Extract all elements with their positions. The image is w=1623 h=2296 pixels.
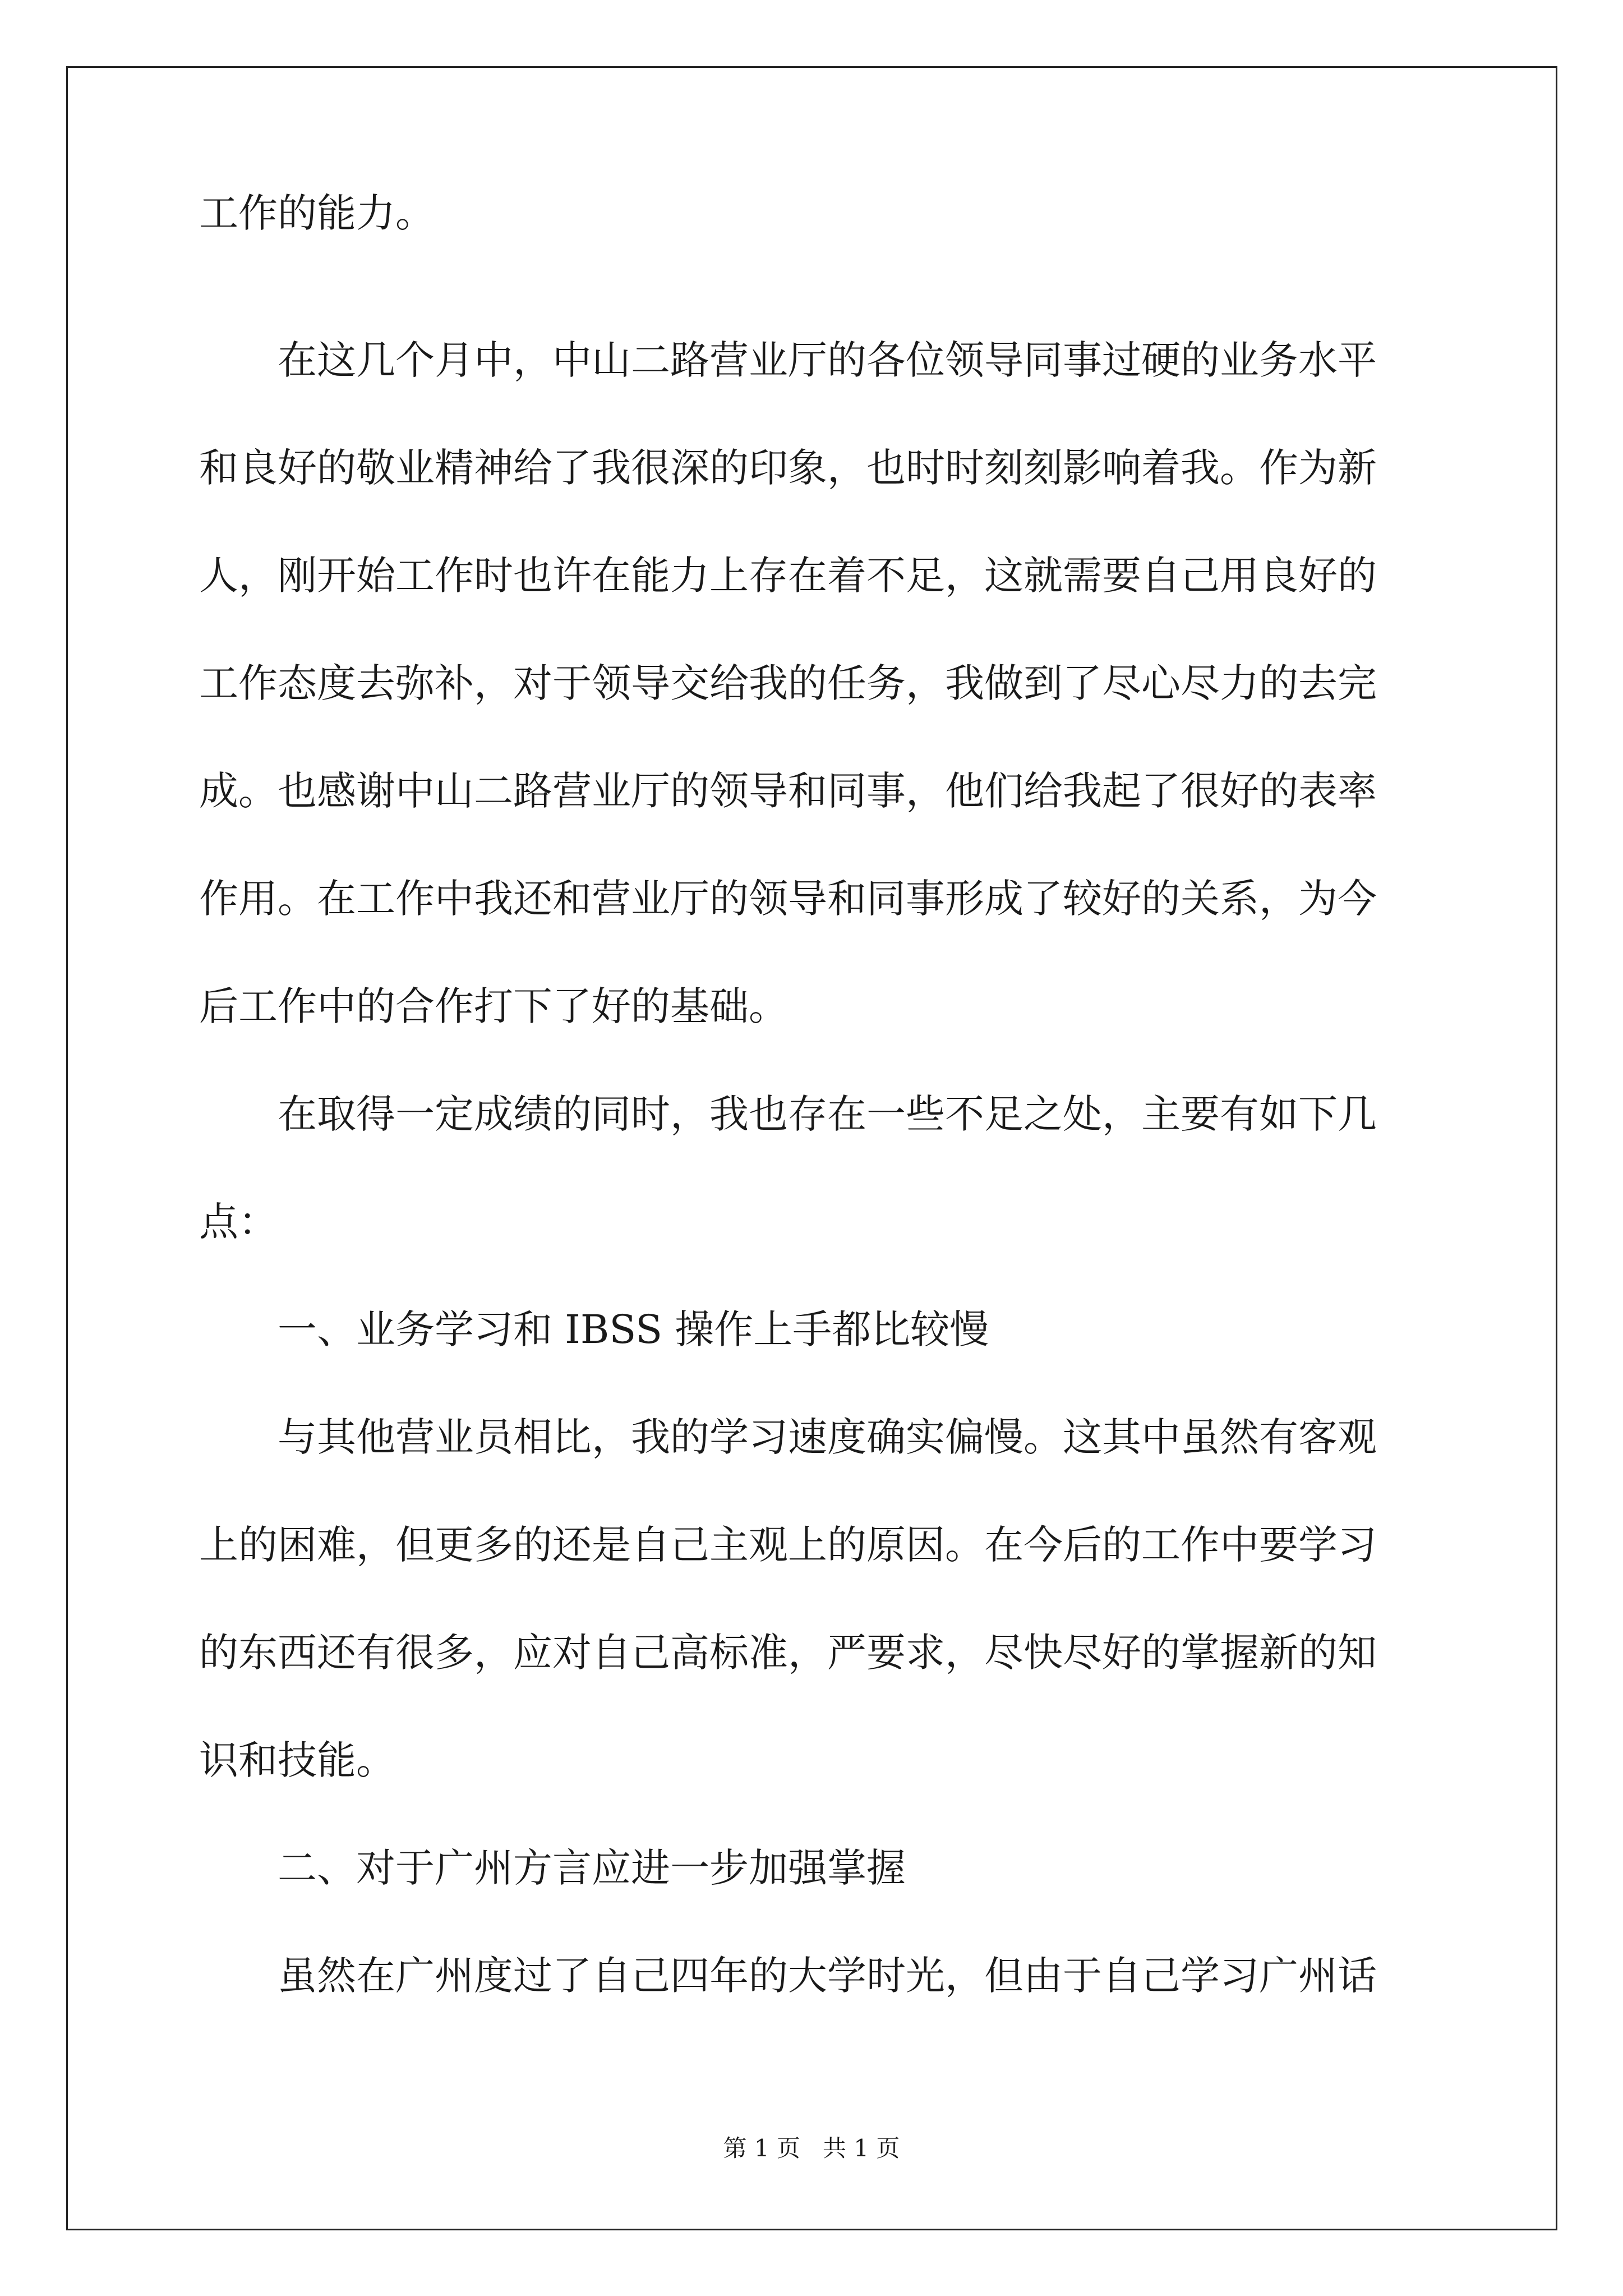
page-total: 共 1 页 [823,2134,900,2162]
text-line: 工作态度去弥补，对于领导交给我的任务，我做到了尽心尽力的去完 [199,660,1377,706]
page-footer [0,2132,1623,2165]
page-number: 第 1 页 [723,2134,800,2162]
text-line: 点： [199,1199,278,1245]
text-line: 作用。在工作中我还和营业厅的领导和同事形成了较好的关系，为今 [199,876,1377,922]
text-line: 虽然在广州度过了自己四年的大学时光，但由于自己学习广州话 [199,1953,1377,1999]
text-line: 人，刚开始工作时也许在能力上存在着不足，这就需要自己用良好的 [199,553,1377,599]
text-line: 上的困难，但更多的还是自己主观上的原因。在今后的工作中要学习 [199,1522,1377,1568]
text-line: 识和技能。 [199,1737,395,1783]
text-line: 在取得一定成绩的同时，我也存在一些不足之处，主要有如下几 [199,1091,1377,1137]
text-line: 在这几个月中，中山二路营业厅的各位领导同事过硬的业务水平 [199,337,1377,383]
text-line: 的东西还有很多，应对自己高标准，严要求，尽快尽好的掌握新的知 [199,1630,1377,1676]
section-heading: 一、业务学习和 IBSS 操作上手都比较慢 [199,1306,989,1352]
section-heading: 二、对于广州方言应进一步加强掌握 [199,1845,906,1891]
text-line: 工作的能力。 [199,190,435,236]
text-line: 和良好的敬业精神给了我很深的印象，也时时刻刻影响着我。作为新 [199,445,1377,491]
text-line: 成。也感谢中山二路营业厅的领导和同事，他们给我起了很好的表率 [199,768,1377,814]
text-line: 后工作中的合作打下了好的基础。 [199,983,788,1029]
text-line: 与其他营业员相比，我的学习速度确实偏慢。这其中虽然有客观 [199,1414,1377,1460]
